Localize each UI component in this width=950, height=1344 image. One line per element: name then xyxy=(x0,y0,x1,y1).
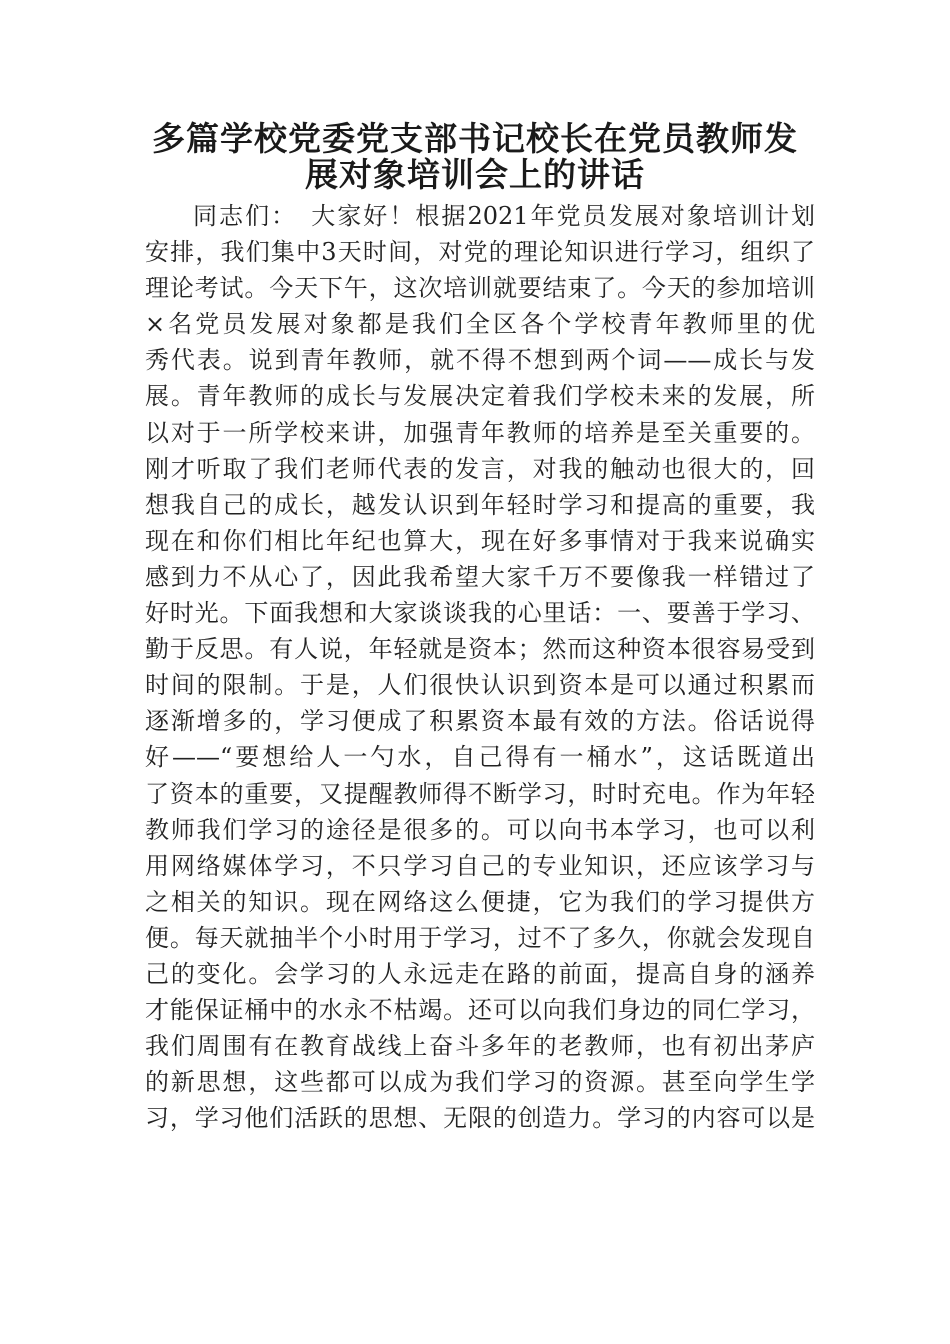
body-line: 想我自己的成长，越发认识到年轻时学习和提高的重要，我 xyxy=(145,490,815,519)
body-line: ×名党员发展对象都是我们全区各个学校青年教师里的优 xyxy=(145,310,815,339)
body-line: 了资本的重要，又提醒教师得不断学习，时时充电。作为年轻 xyxy=(145,779,815,808)
body-line: 好——“要想给人一勺水，自己得有一桶水”，这话既道出 xyxy=(145,743,815,772)
body-line: 同志们： 大家好！根据2021年党员发展对象培训计划 xyxy=(193,202,815,230)
body-line: 安排，我们集中3天时间，对党的理论知识进行学习，组织了 xyxy=(145,238,815,267)
body-line: 教师我们学习的途径是很多的。可以向书本学习，也可以利 xyxy=(145,815,815,844)
body-line: 展。青年教师的成长与发展决定着我们学校未来的发展，所 xyxy=(145,382,815,411)
speech-body xyxy=(145,198,815,1136)
body-line: 以对于一所学校来讲，加强青年教师的培养是至关重要的。 xyxy=(145,418,815,447)
body-line: 之相关的知识。现在网络这么便捷，它为我们的学习提供方 xyxy=(145,887,815,916)
body-line: 才能保证桶中的水永不枯竭。还可以向我们身边的同仁学习， xyxy=(145,996,815,1025)
body-line: 己的变化。会学习的人永远走在路的前面，提高自身的涵养 xyxy=(145,959,815,988)
body-line: 便。每天就抽半个小时用于学习，过不了多久，你就会发现自 xyxy=(145,923,815,952)
title-line: 展对象培训会上的讲话 xyxy=(305,155,645,195)
body-line: 理论考试。今天下午，这次培训就要结束了。今天的参加培训 xyxy=(145,274,815,303)
document-title xyxy=(100,112,850,195)
body-line: 勤于反思。有人说，年轻就是资本；然而这种资本很容易受到 xyxy=(145,635,815,664)
body-line: 时间的限制。于是，人们很快认识到资本是可以通过积累而 xyxy=(145,671,815,700)
title-line: 多篇学校党委党支部书记校长在党员教师发 xyxy=(152,119,798,158)
body-line: 习，学习他们活跃的思想、无限的创造力。学习的内容可以是 xyxy=(145,1104,815,1133)
body-line: 好时光。下面我想和大家谈谈我的心里话：一、要善于学习、 xyxy=(145,599,815,628)
body-line: 刚才听取了我们老师代表的发言，对我的触动也很大的，回 xyxy=(145,454,815,483)
body-line: 用网络媒体学习，不只学习自己的专业知识，还应该学习与 xyxy=(145,851,815,880)
body-line: 感到力不从心了，因此我希望大家千万不要像我一样错过了 xyxy=(145,562,815,591)
body-line: 我们周围有在教育战线上奋斗多年的老教师，也有初出茅庐 xyxy=(145,1032,815,1061)
body-line: 的新思想，这些都可以成为我们学习的资源。甚至向学生学 xyxy=(145,1068,815,1097)
body-line: 秀代表。说到青年教师，就不得不想到两个词——成长与发 xyxy=(145,346,815,375)
body-line: 现在和你们相比年纪也算大，现在好多事情对于我来说确实 xyxy=(145,526,815,555)
body-line: 逐渐增多的，学习便成了积累资本最有效的方法。俗话说得 xyxy=(145,707,815,736)
